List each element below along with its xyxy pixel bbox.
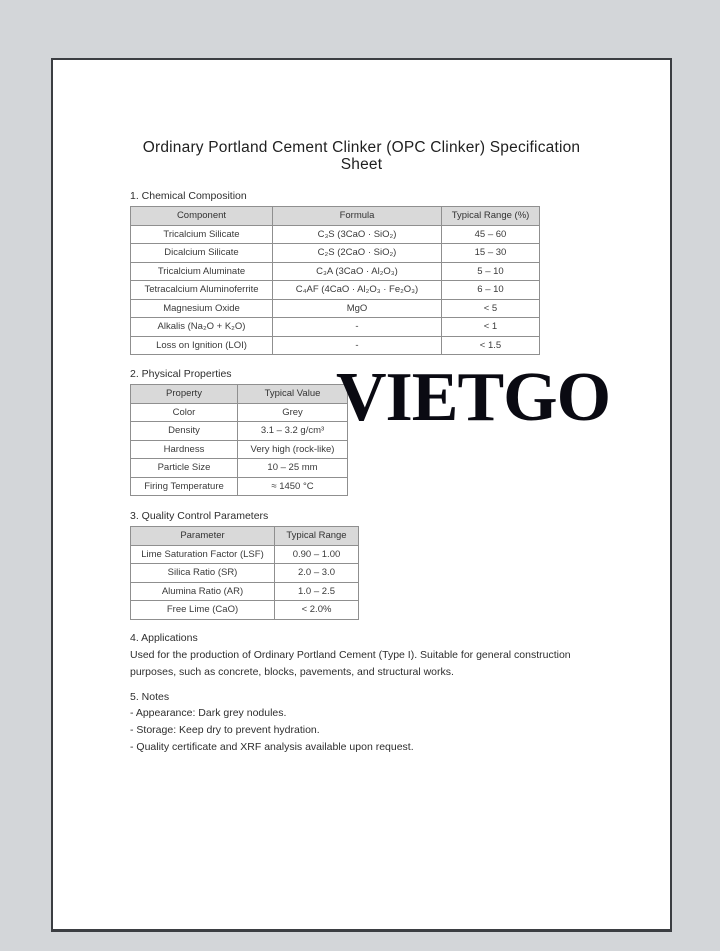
column-header: Typical Value <box>238 385 348 404</box>
table-cell: Alkalis (Na₂O + K₂O) <box>131 318 273 337</box>
column-header: Property <box>131 385 238 404</box>
table-row <box>131 601 359 620</box>
table-cell: Grey <box>238 403 348 422</box>
table-cell: C₂S (2CaO · SiO₂) <box>273 244 442 263</box>
section-heading-physical-properties: 2. Physical Properties <box>130 368 232 380</box>
chemical-composition-table <box>130 206 540 355</box>
applications-paragraph: Used for the production of Ordinary Portland Cement (Type I). Suitable for general construction purposes, such as concrete, blocks, pavements, and structural works. <box>130 649 571 678</box>
table-row <box>131 336 540 355</box>
table-cell: Loss on Ignition (LOI) <box>131 336 273 355</box>
table-cell: Density <box>131 422 238 441</box>
table-header-row <box>131 385 348 404</box>
table-cell: C₃S (3CaO · SiO₂) <box>273 225 442 244</box>
table-cell: Magnesium Oxide <box>131 299 273 318</box>
table-cell: 3.1 – 3.2 g/cm³ <box>238 422 348 441</box>
table-cell: Particle Size <box>131 459 238 478</box>
table-cell: Lime Saturation Factor (LSF) <box>131 545 275 564</box>
table-cell: Tetracalcium Aluminoferrite <box>131 281 273 300</box>
table-row <box>131 299 540 318</box>
section-heading-notes: 5. Notes <box>130 691 170 703</box>
column-header: Typical Range (%) <box>442 207 540 226</box>
section-heading-quality-control: 3. Quality Control Parameters <box>130 510 269 522</box>
physical-properties-table <box>130 384 348 496</box>
column-header: Typical Range <box>275 527 359 546</box>
table-cell: C₃A (3CaO · Al₂O₃) <box>273 262 442 281</box>
column-header: Parameter <box>131 527 275 546</box>
table-header-row <box>131 527 359 546</box>
table-cell: Firing Temperature <box>131 477 238 496</box>
table-row <box>131 564 359 583</box>
table-cell: Very high (rock-like) <box>238 440 348 459</box>
table-row <box>131 318 540 337</box>
note-item: - Quality certificate and XRF analysis available upon request. <box>130 741 414 753</box>
table-row <box>131 582 359 601</box>
table-cell: < 1 <box>442 318 540 337</box>
notes-list <box>130 705 414 756</box>
table-cell: Tricalcium Silicate <box>131 225 273 244</box>
table-header-row <box>131 207 540 226</box>
note-item: - Storage: Keep dry to prevent hydration. <box>130 724 320 736</box>
table-cell: 0.90 – 1.00 <box>275 545 359 564</box>
table-cell: 5 – 10 <box>442 262 540 281</box>
table-cell: Silica Ratio (SR) <box>131 564 275 583</box>
table-row <box>131 440 348 459</box>
table-cell: ≈ 1450 °C <box>238 477 348 496</box>
table-cell: 15 – 30 <box>442 244 540 263</box>
table-row <box>131 225 540 244</box>
table-cell: Dicalcium Silicate <box>131 244 273 263</box>
quality-control-table <box>130 526 359 620</box>
section-heading-applications: 4. Applications <box>130 632 198 644</box>
table-cell: 2.0 – 3.0 <box>275 564 359 583</box>
table-cell: Alumina Ratio (AR) <box>131 582 275 601</box>
document-page <box>51 58 672 932</box>
table-row <box>131 262 540 281</box>
table-row <box>131 281 540 300</box>
table-cell: 1.0 – 2.5 <box>275 582 359 601</box>
table-row <box>131 545 359 564</box>
table-row <box>131 459 348 478</box>
table-cell: 45 – 60 <box>442 225 540 244</box>
table-cell: < 5 <box>442 299 540 318</box>
table-cell: - <box>273 336 442 355</box>
table-cell: 6 – 10 <box>442 281 540 300</box>
table-cell: Free Lime (CaO) <box>131 601 275 620</box>
note-item: - Appearance: Dark grey nodules. <box>130 707 287 719</box>
table-cell: Color <box>131 403 238 422</box>
vietgo-watermark: VIETGO <box>336 359 611 436</box>
table-cell: 10 – 25 mm <box>238 459 348 478</box>
table-cell: < 1.5 <box>442 336 540 355</box>
table-cell: - <box>273 318 442 337</box>
table-cell: Tricalcium Aluminate <box>131 262 273 281</box>
column-header: Component <box>131 207 273 226</box>
table-row <box>131 403 348 422</box>
table-cell: < 2.0% <box>275 601 359 620</box>
table-row <box>131 422 348 441</box>
table-cell: C₄AF (4CaO · Al₂O₃ · Fe₂O₃) <box>273 281 442 300</box>
section-heading-chemical-composition: 1. Chemical Composition <box>130 190 247 202</box>
table-cell: MgO <box>273 299 442 318</box>
column-header: Formula <box>273 207 442 226</box>
table-row <box>131 244 540 263</box>
table-row <box>131 477 348 496</box>
document-title: Ordinary Portland Cement Clinker (OPC Clinker) Specification Sheet <box>142 139 581 173</box>
table-cell: Hardness <box>131 440 238 459</box>
